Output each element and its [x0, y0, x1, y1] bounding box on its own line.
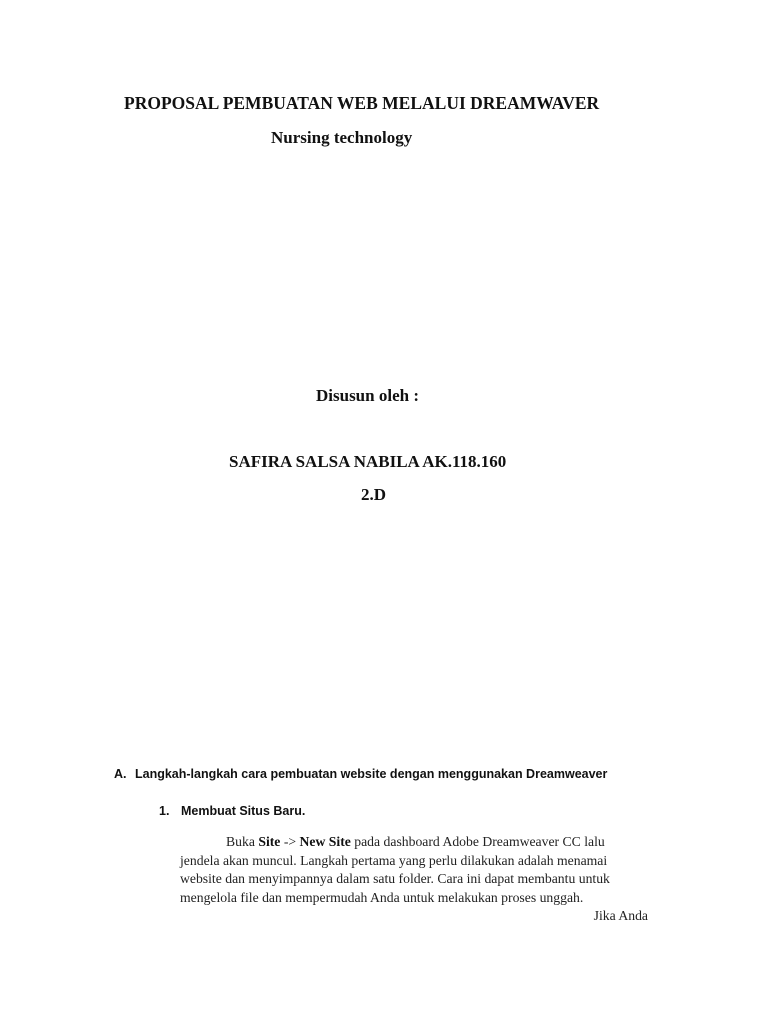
paragraph-line-4: mengelola file dan mempermudah Anda untuk melakukan proses unggah.: [180, 889, 584, 905]
paragraph-line-3: website dan menyimpannya dalam satu folder. Cara ini dapat membantu untuk: [180, 871, 610, 886]
new-site-term: New Site: [299, 834, 351, 849]
prepared-by-label: Disusun oleh :: [316, 386, 419, 405]
item-heading: Membuat Situs Baru.: [181, 804, 306, 818]
paragraph-line-1: Buka Site -> New Site pada dashboard Adobe Dreamweaver CC lalu: [226, 834, 605, 849]
class-label: 2.D: [361, 485, 387, 504]
document-subtitle: Nursing technology: [271, 128, 413, 147]
paragraph-line-2: jendela akan muncul. Langkah pertama yang perlu dilakukan adalah menamai: [180, 852, 608, 868]
section-letter: A.: [114, 767, 127, 781]
document-title: PROPOSAL PEMBUATAN WEB MELALUI DREAMWAVER: [124, 93, 600, 113]
item-paragraph: [180, 833, 660, 926]
item-number: 1.: [159, 804, 170, 818]
author-name: SAFIRA SALSA NABILA AK.118.160: [229, 452, 507, 471]
section-heading: Langkah-langkah cara pembuatan website dengan menggunakan Dreamweaver: [135, 767, 608, 781]
site-term: Site: [258, 834, 281, 849]
paragraph-line-5: Jika Anda: [593, 908, 648, 923]
